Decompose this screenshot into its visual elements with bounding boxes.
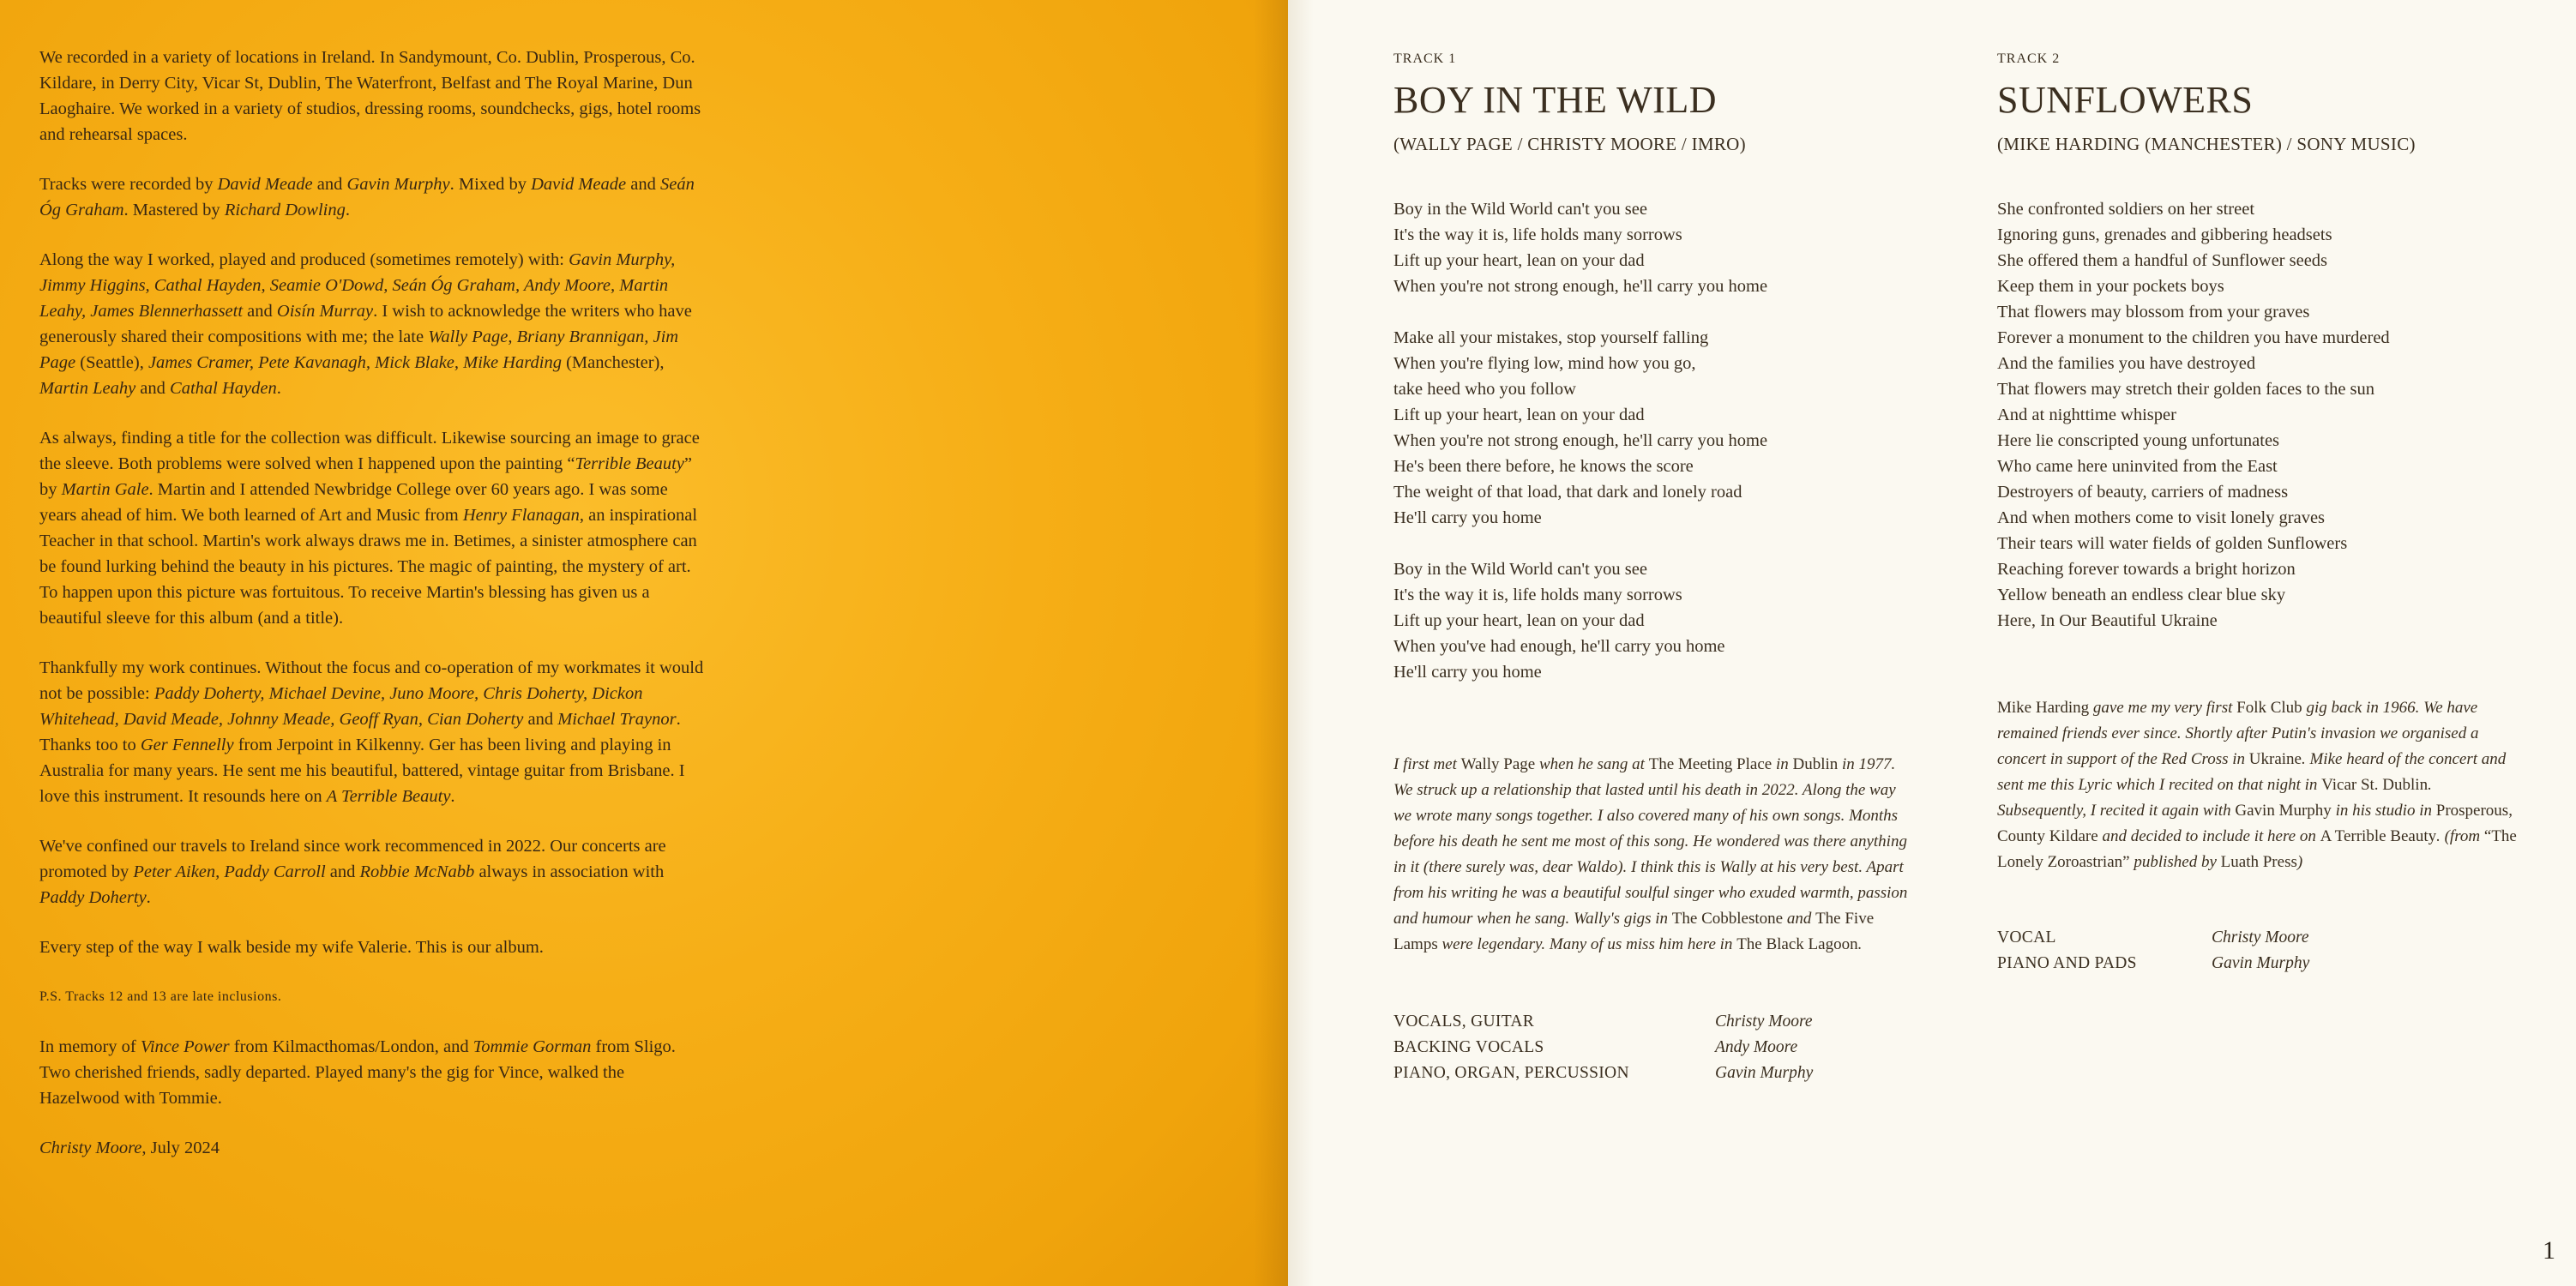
lyric-line: Keep them in your pockets boys <box>1997 277 2224 296</box>
roman-text: The Cobblestone <box>1671 910 1784 928</box>
liner-paragraph: We recorded in a variety of locations in Ireland. In Sandymount, Co. Dublin, Prosperous, Co. Kildare, in Derry City, Vicar St, Dublin, The Waterfront, Belfast and The Royal Marine, Dun Laoghaire. We worked in a variety of studios, dressing rooms, soundchecks, gigs, hotel rooms and rehearsal spaces. <box>39 48 701 144</box>
lyric-line: He'll carry you home <box>1393 663 1542 682</box>
lyric-line: It's the way it is, life holds many sorrows <box>1393 586 1682 604</box>
lyric-line: He's been there before, he knows the score <box>1393 457 1694 476</box>
lyric-line: Destroyers of beauty, carriers of madness <box>1997 483 2289 502</box>
italic-text: Martin Leahy <box>39 379 136 398</box>
lyric-line: When you're not strong enough, he'll carry you home <box>1393 277 1768 296</box>
track-credits: (MIKE HARDING (MANCHESTER) / SONY MUSIC) <box>1997 134 2416 154</box>
italic-text: Robbie McNabb <box>359 862 475 881</box>
personnel-name: Christy Moore <box>2212 928 2309 946</box>
lyric-line: That flowers may stretch their golden faces to the sun <box>1997 380 2375 399</box>
personnel-name: Gavin Murphy <box>2212 954 2310 972</box>
track-label: TRACK 1 <box>1393 51 1457 66</box>
personnel-name: Gavin Murphy <box>1715 1064 1814 1082</box>
roman-text: Folk Club <box>2236 699 2302 717</box>
lyric-line: Yellow beneath an endless clear blue sky <box>1997 586 2286 604</box>
lyric-line: Ignoring guns, grenades and gibbering headsets <box>1997 225 2332 244</box>
lyric-line: And at nighttime whisper <box>1997 406 2176 424</box>
lyric-line: Reaching forever towards a bright horizon <box>1997 560 2296 579</box>
track-label: TRACK 2 <box>1997 51 2061 66</box>
personnel-row <box>1997 951 2546 977</box>
liner-paragraph: As always, finding a title for the collection was difficult. Likewise sourcing an image to grace the sleeve. Both problems were solved when I happened upon the painting “Terrible Beauty” by Martin Gale. Martin and I attended Newbridge College over 60 years ago. I was some years ahead of him. We both learned of Art and Music from Henry Flanagan, an inspirational Teacher in that school. Martin's work always draws me in. Betimes, a sinister atmosphere can be found lurking behind the beauty in his pictures. The magic of painting, the mystery of art. To happen upon this picture was fortuitous. To receive Martin's blessing has given us a beautiful sleeve for this album (and a title). <box>39 429 700 628</box>
lyric-line: Here, In Our Beautiful Ukraine <box>1997 611 2218 630</box>
personnel-role: VOCAL <box>1997 928 2056 946</box>
lyric-line: That flowers may blossom from your graves <box>1997 303 2310 322</box>
stanza <box>1393 325 1942 531</box>
italic-text: Gavin Murphy <box>346 175 450 194</box>
italic-text: Christy Moore <box>39 1139 142 1157</box>
roman-text: A Terrible Beauty <box>2320 827 2437 845</box>
roman-text: The Meeting Place <box>1648 755 1773 773</box>
stanza <box>1393 196 1942 299</box>
track-title: SUNFLOWERS <box>1997 79 2254 121</box>
italic-text: Paddy Doherty <box>39 888 147 907</box>
italic-text: Vince Power <box>140 1037 230 1056</box>
personnel-role: PIANO AND PADS <box>1997 954 2137 972</box>
lyric-line: He'll carry you home <box>1393 508 1542 527</box>
personnel-name: Christy Moore <box>1715 1013 1813 1031</box>
italic-text: A Terrible Beauty <box>326 787 451 806</box>
personnel-row <box>1393 1009 1942 1035</box>
liner-paragraph: Tracks were recorded by David Meade and Gavin Murphy. Mixed by David Meade and Seán Óg Graham. Mastered by Richard Dowling. <box>39 175 695 219</box>
lyric-line: Forever a monument to the children you have murdered <box>1997 328 2390 347</box>
lyric-line: Boy in the Wild World can't you see <box>1393 200 1647 219</box>
lyric-line: When you're not strong enough, he'll carry you home <box>1393 431 1768 450</box>
roman-text: The Five Lamps <box>1393 910 1875 953</box>
italic-text: Peter Aiken, Paddy Carroll <box>133 862 326 881</box>
roman-text: The Black Lagoon <box>1736 935 1858 953</box>
italic-text: Oisín Murray <box>276 302 374 321</box>
roman-text: Dublin <box>1792 755 1839 773</box>
italic-text: Martin Gale <box>61 480 149 499</box>
personnel-row <box>1393 1035 1942 1061</box>
lyric-line: Here lie conscripted young unfortunates <box>1997 431 2280 450</box>
lyric-line: Make all your mistakes, stop yourself falling <box>1393 328 1709 347</box>
lyric-line: Lift up your heart, lean on your dad <box>1393 611 1645 630</box>
lyric-line: take heed who you follow <box>1393 380 1576 399</box>
liner-paragraph: We've confined our travels to Ireland since work recommenced in 2022. Our concerts are promoted by Peter Aiken, Paddy Carroll and Robbie McNabb always in association with Paddy Doherty. <box>39 837 666 907</box>
personnel-role: BACKING VOCALS <box>1393 1038 1544 1056</box>
lyric-line: She confronted soldiers on her street <box>1997 200 2255 219</box>
italic-text: Ger Fennelly <box>140 736 234 754</box>
lyric-line: When you've had enough, he'll carry you home <box>1393 637 1725 656</box>
roman-text: “The Lonely Zoroastrian” <box>1997 827 2517 871</box>
lyric-line: Lift up your heart, lean on your dad <box>1393 406 1645 424</box>
italic-text: Cathal Hayden <box>170 379 277 398</box>
track-note: Mike Harding gave me my very first Folk Club gig back in 1966. We have remained friends ever since. Shortly after Putin's invasion we organised a concert in support of the Red Cross in Ukraine. Mike heard of the concert and sent me this Lyric which I recited on that night in Vicar St. Dublin. Subsequently, I recited it again with Gavin Murphy in his studio in Prosperous, County Kildare and decided to include it here on A Terrible Beauty. (from “The Lonely Zoroastrian” published by Luath Press) <box>1997 699 2517 871</box>
postscript: P.S. Tracks 12 and 13 are late inclusions. <box>39 989 282 1004</box>
liner-paragraph: Thankfully my work continues. Without the focus and co-operation of my workmates it would not be possible: Paddy Doherty, Michael Devine, Juno Moore, Chris Doherty, Dickon Whitehead, David Meade, Johnny Meade, Geoff Ryan, Cian Doherty and Michael Traynor. Thanks too to Ger Fennelly from Jerpoint in Kilkenny. Ger has been living and playing in Australia for many years. He sent me his beautiful, battered, vintage guitar from Brisbane. I love this instrument. It resounds here on A Terrible Beauty. <box>39 658 704 806</box>
track-2 <box>1997 51 2546 977</box>
roman-text: Ukraine <box>2248 750 2302 768</box>
personnel-row <box>1393 1061 1942 1086</box>
lyric-line: It's the way it is, life holds many sorrows <box>1393 225 1682 244</box>
italic-text: Gavin Murphy, Jimmy Higgins, Cathal Hayden, Seamie O'Dowd, Seán Óg Graham, Andy Moore, Martin Leahy, James Blennerhassett <box>39 250 676 321</box>
lyric-line: The weight of that load, that dark and lonely road <box>1393 483 1742 502</box>
roman-text: Vicar St. Dublin <box>2321 776 2429 794</box>
roman-text: Mike Harding <box>1997 699 2090 717</box>
roman-text: Gavin Murphy <box>2235 802 2332 820</box>
italic-text: Richard Dowling <box>224 201 346 219</box>
roman-text: Prosperous, County Kildare <box>1997 802 2513 845</box>
lyric-line: Boy in the Wild World can't you see <box>1393 560 1647 579</box>
lyric-line: And the families you have destroyed <box>1997 354 2256 373</box>
italic-text: David Meade <box>531 175 627 194</box>
personnel-role: VOCALS, GUITAR <box>1393 1013 1535 1031</box>
italic-text: Henry Flanagan <box>462 506 580 525</box>
personnel-name: Andy Moore <box>1715 1038 1798 1056</box>
memorial-paragraph: In memory of Vince Power from Kilmacthomas/London, and Tommie Gorman from Sligo. Two cherished friends, sadly departed. Played many's the gig for Vince, walked the Hazelwood with Tommie. <box>39 1037 676 1108</box>
lyrics <box>1997 196 2546 634</box>
personnel-role: PIANO, ORGAN, PERCUSSION <box>1393 1064 1629 1082</box>
lyric-line: Who came here uninvited from the East <box>1997 457 2278 476</box>
lyric-line: Their tears will water fields of golden Sunflowers <box>1997 534 2348 553</box>
track-note: I first met Wally Page when he sang at The Meeting Place in Dublin in 1977. We struck up a relationship that lasted until his death in 2022. Along the way we wrote many songs together. I also covered many of his own songs. Months before his death he sent me most of this song. He wondered was there anything in it (there surely was, dear Waldo). I think this is Wally at his very best. Apart from his writing he was a beautiful soulful singer who exuded warmth, passion and humour when he sang. Wally's gigs in The Cobblestone and The Five Lamps were legendary. Many of us miss him here in The Black Lagoon. <box>1393 755 1908 953</box>
page-number: 1 <box>2543 1236 2555 1265</box>
italic-text: Michael Traynor <box>557 710 677 729</box>
stanza <box>1997 196 2546 634</box>
signature: Christy Moore, July 2024 <box>39 1139 220 1157</box>
personnel-row <box>1997 925 2546 951</box>
lyric-line: When you're flying low, mind how you go, <box>1393 354 1696 373</box>
liner-notes <box>39 45 708 1185</box>
italic-text: Terrible Beauty <box>575 454 684 473</box>
personnel-list <box>1393 1009 1942 1086</box>
italic-text: Tommie Gorman <box>472 1037 592 1056</box>
italic-text: James Cramer, Pete Kavanagh, Mick Blake, Mike Harding <box>147 353 562 372</box>
lyric-line: Lift up your heart, lean on your dad <box>1393 251 1645 270</box>
italic-text: Paddy Doherty, Michael Devine, Juno Moore, Chris Doherty, Dickon Whitehead, David Meade, Johnny Meade, Geoff Ryan, Cian Doherty <box>39 684 643 729</box>
italic-text: David Meade <box>217 175 313 194</box>
lyrics <box>1393 196 1942 685</box>
roman-text: Luath Press <box>2220 853 2297 871</box>
italic-text: Seán Óg Graham <box>39 175 695 219</box>
track-title: BOY IN THE WILD <box>1393 79 1717 121</box>
track-credits: (WALLY PAGE / CHRISTY MOORE / IMRO) <box>1393 134 1746 154</box>
liner-paragraph: Along the way I worked, played and produced (sometimes remotely) with: Gavin Murphy, Jimmy Higgins, Cathal Hayden, Seamie O'Dowd, Seán Óg Graham, Andy Moore, Martin Leahy, James Blennerhassett and Oisín Murray. I wish to acknowledge the writers who have generously shared their compositions with me; the late Wally Page, Briany Brannigan, Jim Page (Seattle), James Cramer, Pete Kavanagh, Mick Blake, Mike Harding (Manchester), Martin Leahy and Cathal Hayden. <box>39 250 692 398</box>
stanza <box>1393 556 1942 685</box>
track-1 <box>1393 51 1942 1086</box>
italic-text: Wally Page, Briany Brannigan, Jim Page <box>39 328 679 372</box>
liner-paragraph: Every step of the way I walk beside my wife Valerie. This is our album. <box>39 938 544 957</box>
lyric-line: And when mothers come to visit lonely graves <box>1997 508 2326 527</box>
lyric-line: She offered them a handful of Sunflower seeds <box>1997 251 2328 270</box>
personnel-list <box>1997 925 2546 977</box>
roman-text: Wally Page <box>1460 755 1536 773</box>
